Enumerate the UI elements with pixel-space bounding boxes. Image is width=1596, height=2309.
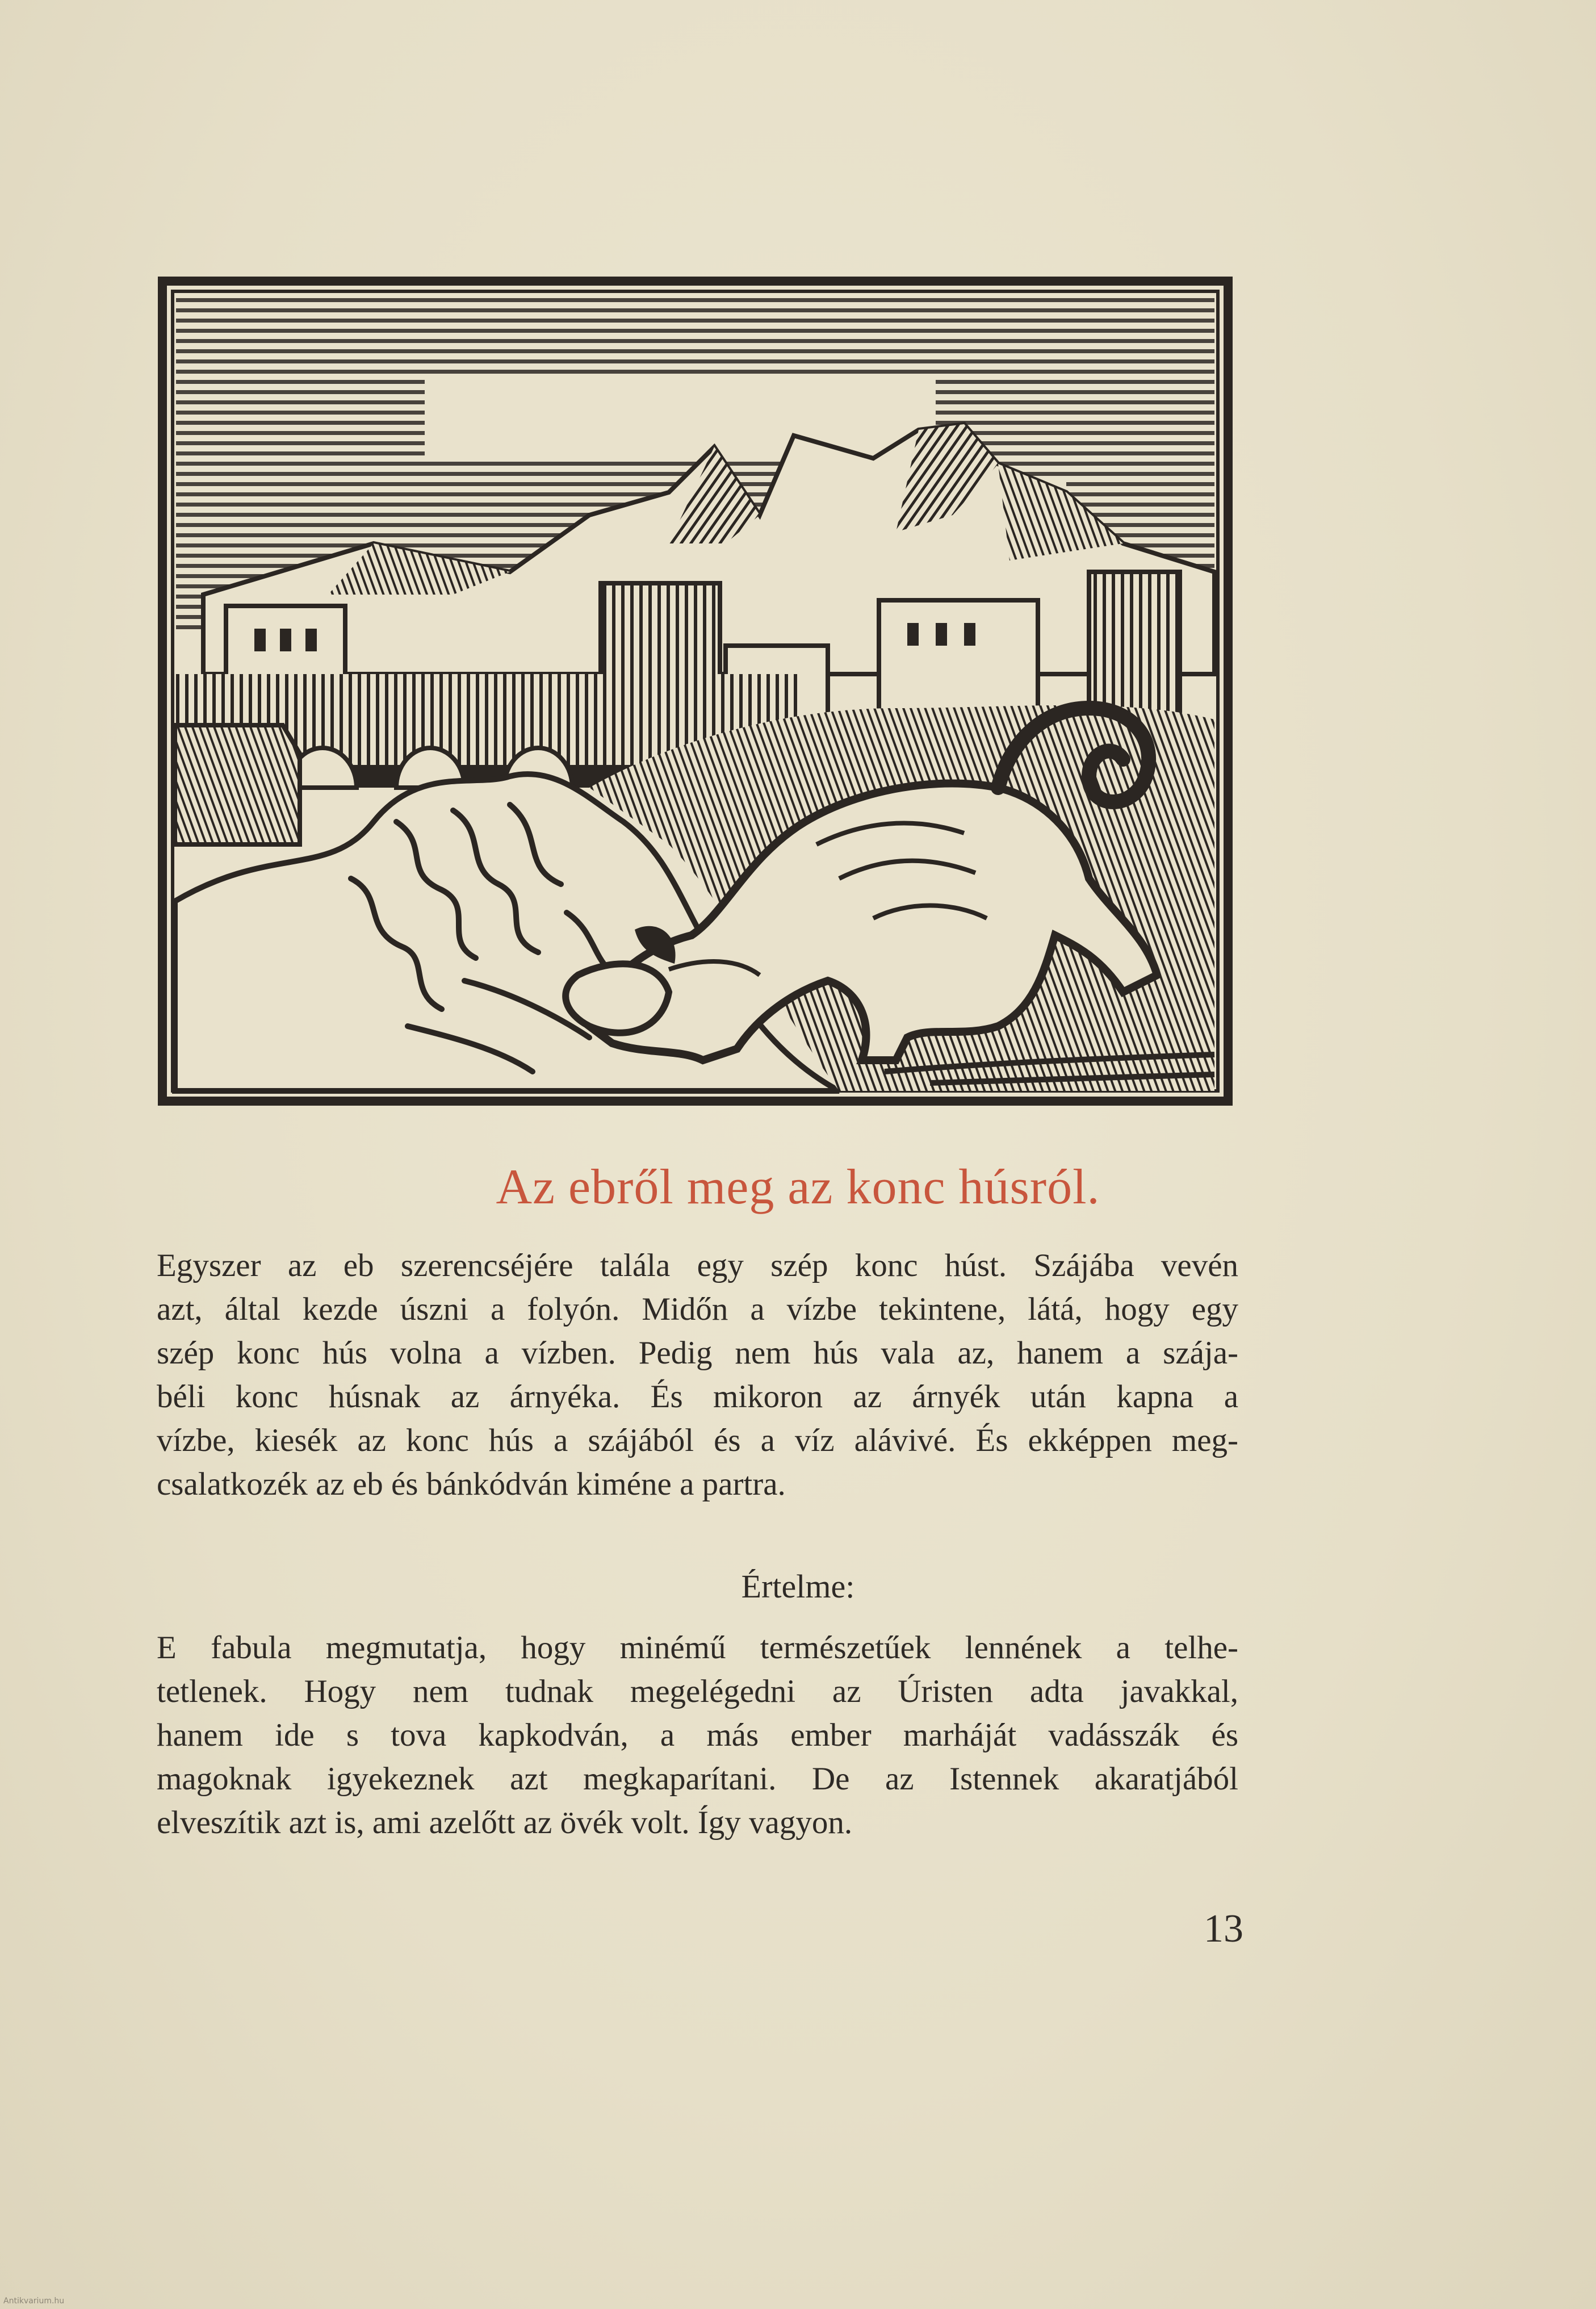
text-line: szép konc hús volna a vízben. Pedig nem hús vala az, hanem a szája- <box>157 1335 1238 1371</box>
text-line: magoknak igyekeznek azt megkaparítani. De az Istennek akaratjából <box>157 1761 1238 1797</box>
text-line: Egyszer az eb szerencséjére talála egy szép konc húst. Szájába vevén <box>157 1248 1238 1283</box>
fable-title: Az ebről meg az konc húsról. <box>496 1160 1100 1215</box>
page-number: 13 <box>1204 1907 1243 1951</box>
moral-paragraph <box>157 1626 1238 1844</box>
text-line: tetlenek. Hogy nem tudnak megelégedni az Úristen adta javakkal, <box>157 1674 1238 1709</box>
text-line: béli konc húsnak az árnyéka. És mikoron az árnyék után kapna a <box>157 1379 1238 1415</box>
text-line: azt, által kezde úszni a folyón. Midőn a vízbe tekintene, látá, hogy egy <box>157 1291 1238 1327</box>
text-line: csalatkozék az eb és bánkódván kiméne a partra. <box>157 1466 786 1502</box>
woodcut-dog-river-icon <box>158 277 1233 1106</box>
moral-heading: Értelme: <box>741 1568 855 1605</box>
text-line: hanem ide s tova kapkodván, a más ember marháját vadásszák és <box>157 1717 1238 1753</box>
text-line: vízbe, kiesék az konc hús a szájából és a víz alávivé. És ekképpen meg- <box>157 1423 1238 1458</box>
watermark: Antikvarium.hu <box>3 2297 65 2306</box>
fable-paragraph <box>157 1244 1238 1506</box>
text-line: E fabula megmutatja, hogy minémű természetűek lennének a telhe- <box>157 1630 1238 1666</box>
text-line: elveszítik azt is, ami azelőtt az övék volt. Így vagyon. <box>157 1805 853 1840</box>
